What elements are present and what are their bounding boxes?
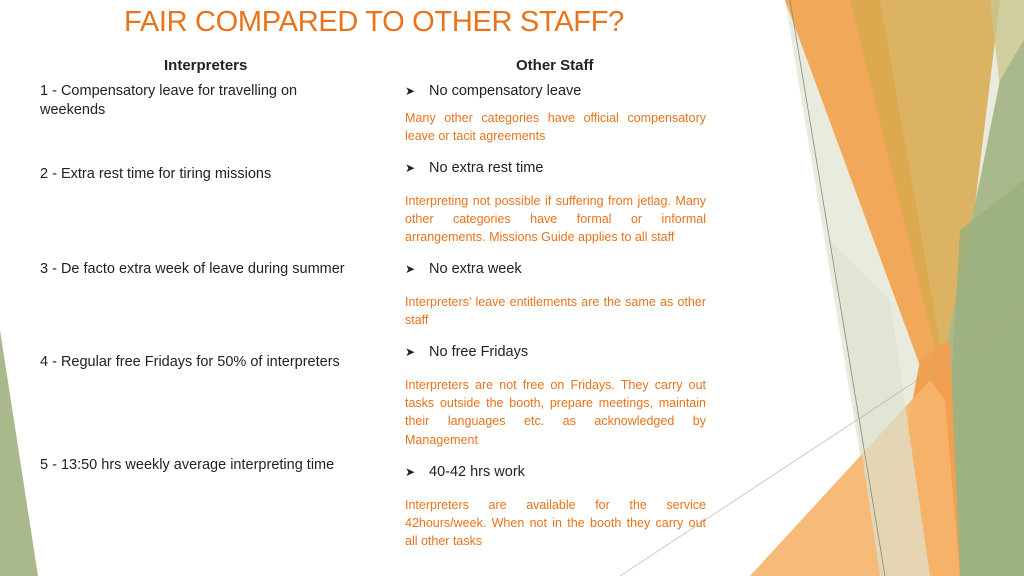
arrowhead-bullet-icon: ➤ <box>405 345 416 359</box>
other-staff-note-3: Interpreters’ leave entitlements are the same as other staff <box>405 295 706 328</box>
bullet-text: No free Fridays <box>429 344 529 360</box>
interpreter-item-2: 2 - Extra rest time for tiring missions <box>40 166 272 182</box>
bullet-text: No extra week <box>429 261 522 277</box>
other-staff-bullet-3 <box>405 261 522 277</box>
other-staff-note-4: Interpreters are not free on Fridays. They carry out tasks outside the booth, prepare meetings, maintain their languages etc. as acknowledged by Management <box>405 378 706 447</box>
other-staff-bullet-2 <box>405 160 543 176</box>
column-header-interpreters: Interpreters <box>164 57 248 74</box>
bullet-text: No extra rest time <box>429 160 544 176</box>
other-staff-bullet-4 <box>405 344 528 360</box>
interpreter-item-4: 4 - Regular free Fridays for 50% of interpreters <box>40 354 340 370</box>
other-staff-bullet-1 <box>405 83 581 99</box>
other-staff-bullet-5 <box>405 464 525 480</box>
arrowhead-bullet-icon: ➤ <box>405 465 416 479</box>
column-header-other-staff: Other Staff <box>516 57 594 74</box>
interpreter-item-5: 5 - 13:50 hrs weekly average interpreting time <box>40 457 335 473</box>
page-title: FAIR COMPARED TO OTHER STAFF? <box>124 6 624 38</box>
interpreter-item-1: 1 - Compensatory leave for travelling on weekends <box>40 83 298 118</box>
bullet-text: No compensatory leave <box>429 83 582 99</box>
bullet-text: 40-42 hrs work <box>429 464 525 480</box>
arrowhead-bullet-icon: ➤ <box>405 84 416 98</box>
interpreter-item-3: 3 - De facto extra week of leave during summer <box>40 261 345 277</box>
other-staff-note-5: Interpreters are available for the service 42hours/week. When not in the booth they carry out all other tasks <box>405 498 706 549</box>
arrowhead-bullet-icon: ➤ <box>405 262 416 276</box>
other-staff-note-2: Interpreting not possible if suffering from jetlag. Many other categories have formal or informal arrangements. Missions Guide applies to all staff <box>405 194 706 245</box>
arrowhead-bullet-icon: ➤ <box>405 161 416 175</box>
other-staff-note-1: Many other categories have official compensatory leave or tacit agreements <box>405 111 706 144</box>
